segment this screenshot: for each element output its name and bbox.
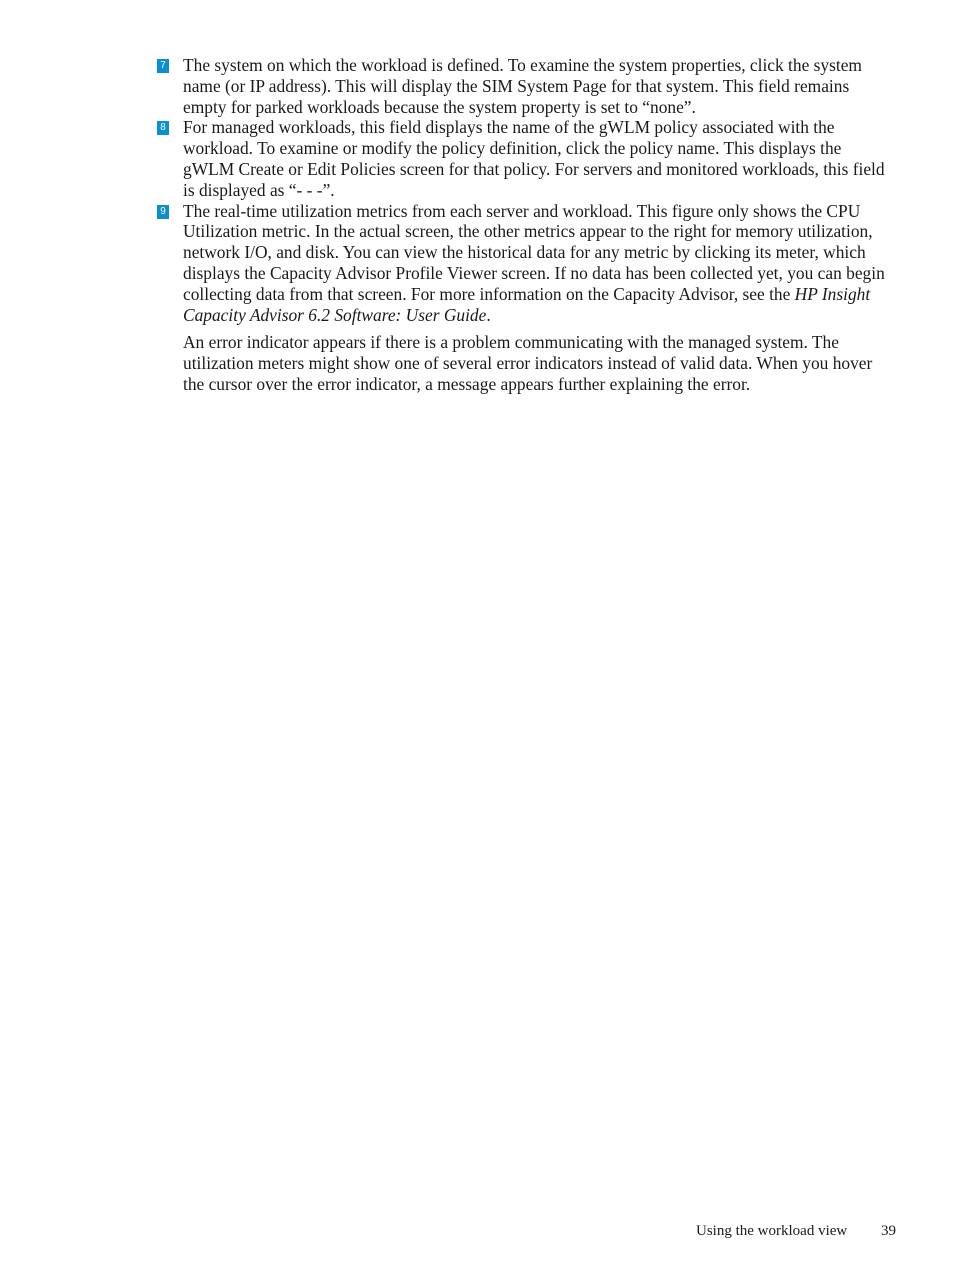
book-title-reference: HP Insight Capacity Advisor 6.2 Software: User Guide bbox=[183, 283, 871, 325]
footer-section-title: Using the workload view bbox=[696, 1223, 848, 1239]
document-body bbox=[157, 55, 892, 395]
list-item-7 bbox=[157, 55, 892, 117]
list-item-text: For managed workloads, this field displays the name of the gWLM policy associated with the workload. To examine or modify the policy definition, click the policy name. This displays the gWLM Create or Edit Policies screen for that policy. For servers and monitored workloads, this field is displayed as “- - -”. bbox=[183, 117, 885, 200]
callout-number-badge: 7 bbox=[157, 59, 169, 73]
list-item-text-end: . bbox=[486, 304, 491, 325]
page-footer bbox=[696, 1221, 896, 1241]
list-item-8 bbox=[157, 117, 892, 200]
callout-number-badge: 9 bbox=[157, 205, 169, 219]
list-item-9 bbox=[157, 201, 892, 326]
error-indicator-paragraph: An error indicator appears if there is a problem communicating with the managed system. The utilization meters might show one of several error indicators instead of valid data. When you hover the cursor over the error indicator, a message appears further explaining the error. bbox=[183, 332, 873, 394]
list-item-text: The system on which the workload is defined. To examine the system properties, click the system name (or IP address). This will display the SIM System Page for that system. This field remains empty for parked workloads because the system property is set to “none”. bbox=[183, 55, 862, 117]
page-number: 39 bbox=[881, 1223, 896, 1239]
list-item-text: The real-time utilization metrics from each server and workload. This figure only shows the CPU Utilization metric. In the actual screen, the other metrics appear to the right for memory utilization, network I/O, and disk. You can view the historical data for any metric by clicking its meter, which displays the Capacity Advisor Profile Viewer screen. If no data has been collected yet, you can begin collecting data from that screen. For more information on the Capacity Advisor, see the bbox=[183, 200, 885, 304]
callout-number-badge: 8 bbox=[157, 121, 169, 135]
